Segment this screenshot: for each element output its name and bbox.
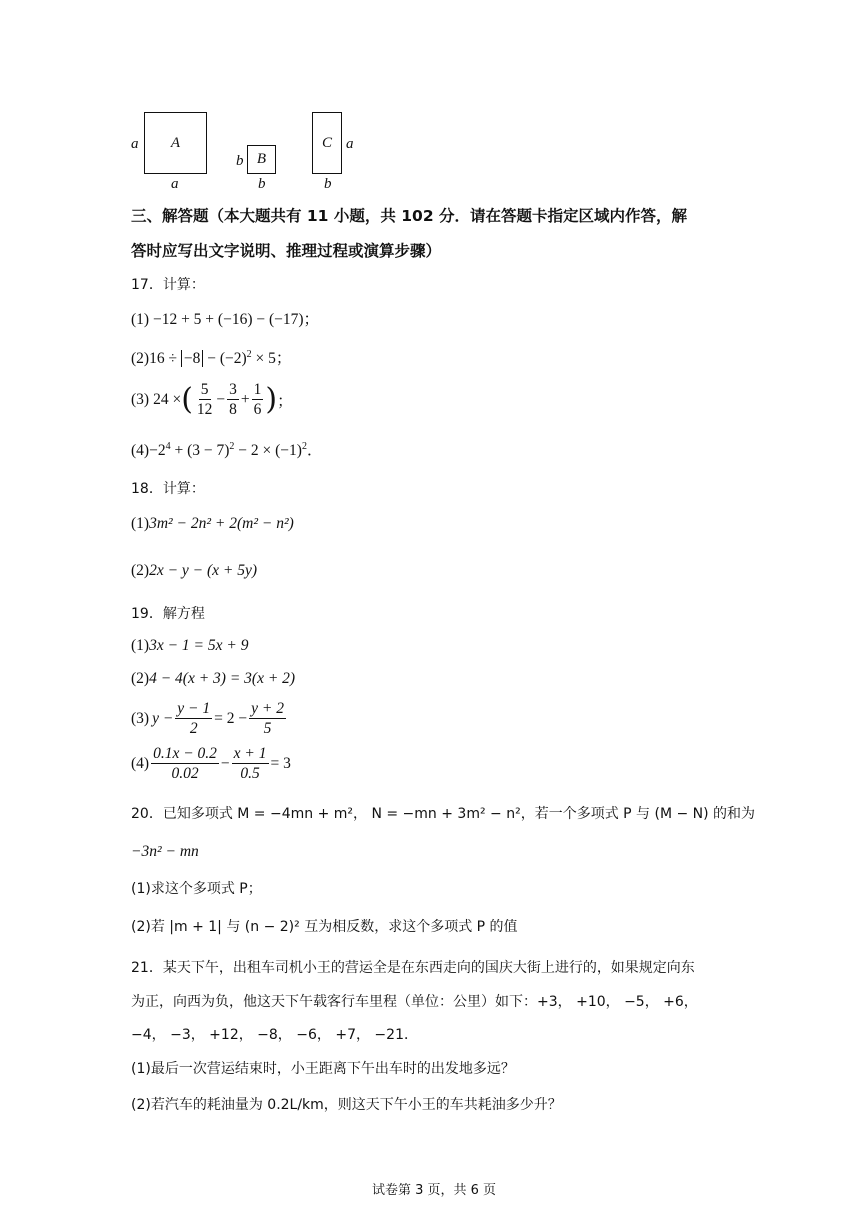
q19-part3: (3) y − $\frac{y - 1}{2}$ = 2 − $\frac{y + 2}{5}$ bbox=[131, 700, 284, 737]
section-heading-line2: 答时应写出文字说明、推理过程或演算步骤） bbox=[131, 242, 442, 260]
q20-part2: (2)若 |m + 1| 与 (n − 2)² 互为相反数，求这个多项式 P 的值 bbox=[131, 919, 518, 935]
q20-line2: −3n² − mn bbox=[131, 843, 199, 860]
q21-part2: (2)若汽车的耗油量为 0.2L/km，则这天下午小王的车共耗油多少升？ bbox=[131, 1097, 562, 1113]
square-b-left-side: b bbox=[236, 153, 244, 169]
q17-title: 17．计算： bbox=[131, 277, 205, 293]
square-a bbox=[144, 112, 207, 174]
q19-part2: (2)4 − 4(x + 3) = 3(x + 2) bbox=[131, 670, 296, 687]
q17-part1: (1) −12 + 5 + (−16) − (−17)； bbox=[131, 311, 320, 328]
square-b-label: B bbox=[256, 151, 267, 167]
q18-title: 18．计算： bbox=[131, 481, 205, 497]
section-heading-line1: 三、解答题（本大题共有 11 小题，共 102 分．请在答题卡指定区域内作答，解 bbox=[131, 207, 688, 225]
rectangle-c-right-side: a bbox=[346, 136, 354, 152]
square-a-bottom-side: a bbox=[171, 176, 179, 192]
q20-part1: (1)求这个多项式 P； bbox=[131, 881, 262, 897]
rectangle-c-bottom-side: b bbox=[324, 176, 332, 192]
square-a-left-side: a bbox=[131, 136, 139, 152]
q19-part4: (4) $\frac{0.1x - 0.2}{0.02}$ − $\frac{x + 1}{0.5}$ = 3 bbox=[131, 745, 291, 782]
square-b bbox=[247, 145, 276, 174]
q20-line1: 20．已知多项式 M = −4mn + m²， N = −mn + 3m² − n²，若一个多项式 P 与 (M − N) 的和为 bbox=[131, 806, 756, 822]
page-footer: 试卷第 3 页，共 6 页 bbox=[371, 1183, 497, 1198]
q18-part2: (2)2x − y − (x + 5y) bbox=[131, 562, 258, 579]
q17-part4: $(4)-2^4 + (3 - 7)^2 - 2 \times (-1)^2$． bbox=[131, 440, 323, 459]
q19-part1: (1)3x − 1 = 5x + 9 bbox=[131, 637, 249, 654]
rectangle-c-label: C bbox=[321, 134, 332, 151]
q21-line1: 21．某天下午，出租车司机小王的营运全是在东西走向的国庆大街上进行的，如果规定向东 bbox=[131, 960, 695, 976]
q18-part1: (1)3m² − 2n² + 2(m² − n²) bbox=[131, 515, 294, 532]
q21-line2: 为正，向西为负，他这天下午载客行车里程（单位：公里）如下：+3， +10， −5， +6， bbox=[131, 994, 698, 1010]
q17-part3: (3) 24 × ( $\frac{5}{12}$ − $\frac{3}{8}$ + $\frac{1}{6}$ ) ； bbox=[131, 381, 293, 418]
square-b-bottom-side: b bbox=[258, 176, 266, 192]
q17-part2: $(2)16 \div -8 - (-2)^2 \times 5$； bbox=[131, 348, 292, 367]
rectangle-c bbox=[312, 112, 342, 174]
q21-part1: (1)最后一次营运结束时，小王距离下午出车时的出发地多远？ bbox=[131, 1061, 515, 1077]
square-a-label: A bbox=[170, 134, 181, 151]
q19-title: 19．解方程 bbox=[131, 606, 205, 622]
q21-line3: −4， −3， +12， −8， −6， +7， −21． bbox=[131, 1027, 418, 1043]
